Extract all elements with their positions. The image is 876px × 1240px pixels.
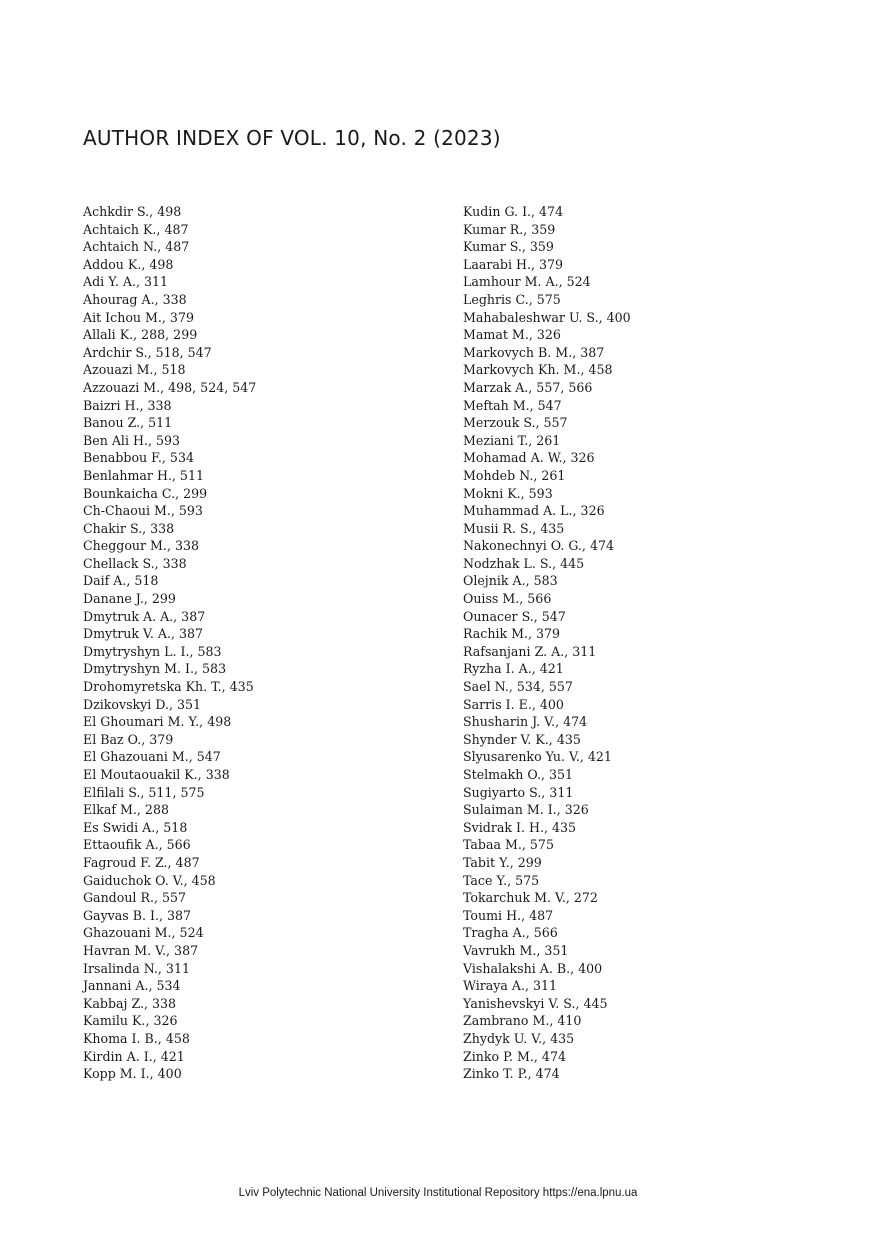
author-index-entry: Markovych B. M., 387 <box>463 344 605 360</box>
author-index-entry: Vavrukh M., 351 <box>463 942 569 958</box>
author-index-entry: Nodzhak L. S., 445 <box>463 555 585 571</box>
author-index-entry: Mahabaleshwar U. S., 400 <box>463 309 631 325</box>
author-index-entry: Tabaa M., 575 <box>463 837 554 853</box>
author-index-entry: Vishalakshi A. B., 400 <box>463 960 603 976</box>
author-index-entry: Meziani T., 261 <box>463 432 561 448</box>
author-index-entry: Ben Ali H., 593 <box>83 432 181 448</box>
author-index-entry: El Moutaouakil K., 338 <box>83 767 230 782</box>
author-index-entry: Olejnik A., 583 <box>463 573 558 589</box>
author-index-right-column <box>463 203 631 1083</box>
author-index-entry: Tragha A., 566 <box>463 925 558 941</box>
author-index-entry: Chellack S., 338 <box>83 555 187 571</box>
author-index-entry: Danane J., 299 <box>83 591 176 607</box>
author-index-entry: Toumi H., 487 <box>463 907 554 923</box>
author-index-entry: Kopp M. I., 400 <box>83 1066 182 1082</box>
author-index-entry: Irsalinda N., 311 <box>83 960 190 976</box>
author-index-entry: Fagroud F. Z., 487 <box>83 854 200 870</box>
author-index-entry: Lamhour M. A., 524 <box>463 274 591 290</box>
author-index-entry: Khoma I. B., 458 <box>83 1030 190 1046</box>
author-index-entry: Kumar R., 359 <box>463 221 556 237</box>
author-index-entry: Ghazouani M., 524 <box>83 925 204 941</box>
author-index-entry: El Ghazouani M., 547 <box>83 749 221 765</box>
author-index-entry: Meftah M., 547 <box>463 397 562 413</box>
author-index-entry: Havran M. V., 387 <box>83 942 199 958</box>
author-index-entry: Allali K., 288, 299 <box>83 327 198 343</box>
author-index-entry: Dmytruk V. A., 387 <box>83 626 204 642</box>
author-index-entry: Dzikovskyi D., 351 <box>83 696 202 712</box>
author-index-entry: Ardchir S., 518, 547 <box>83 344 212 360</box>
author-index-entry: Stelmakh O., 351 <box>463 767 573 782</box>
author-index-entry: Ounacer S., 547 <box>463 608 566 624</box>
author-index-entry: Es Swidi A., 518 <box>83 819 188 835</box>
author-index-entry: Musii R. S., 435 <box>463 520 565 536</box>
author-index-entry: Achtaich K., 487 <box>83 221 189 237</box>
author-index-entry: Shynder V. K., 435 <box>463 731 581 747</box>
author-index-entry: Baizri H., 338 <box>83 397 172 413</box>
author-index-entry: Sugiyarto S., 311 <box>463 784 574 800</box>
author-index-left-column <box>83 203 256 1083</box>
author-index-entry: Kirdin A. I., 421 <box>83 1048 185 1064</box>
author-index-entry: Mokni K., 593 <box>463 485 553 501</box>
author-index-entry: Ettaoufik A., 566 <box>83 837 191 853</box>
author-index-entry: Adi Y. A., 311 <box>83 274 169 290</box>
author-index-entry: Zambrano M., 410 <box>463 1013 582 1029</box>
author-index-entry: Jannani A., 534 <box>83 978 181 994</box>
author-index-entry: Rachik M., 379 <box>463 626 561 642</box>
author-index-entry: Ryzha I. A., 421 <box>463 661 564 677</box>
author-index-entry: Rafsanjani Z. A., 311 <box>463 643 597 659</box>
author-index-entry: Addou K., 498 <box>83 256 174 272</box>
author-index-entry: Zhydyk U. V., 435 <box>463 1030 575 1046</box>
author-index-entry: Benlahmar H., 511 <box>83 467 204 483</box>
author-index-entry: Ouiss M., 566 <box>463 591 552 607</box>
author-index-entry: Bounkaicha C., 299 <box>83 485 208 501</box>
author-index-entry: Dmytryshyn L. I., 583 <box>83 643 222 659</box>
author-index-entry: Ahourag A., 338 <box>83 291 187 307</box>
author-index-entry: Kabbaj Z., 338 <box>83 995 177 1011</box>
author-index-entry: Nakonechnyi O. G., 474 <box>463 538 614 554</box>
author-index-entry: Elkaf M., 288 <box>83 802 169 818</box>
author-index-entry: Sarris I. E., 400 <box>463 696 564 712</box>
author-index-entry: Leghris C., 575 <box>463 291 561 307</box>
author-index-entry: Azouazi M., 518 <box>83 362 186 378</box>
author-index-entry: Tace Y., 575 <box>463 872 540 888</box>
author-index-entry: Kudin G. I., 474 <box>463 204 564 219</box>
author-index-entry: Laarabi H., 379 <box>463 256 564 272</box>
author-index-entry: Marzak A., 557, 566 <box>463 379 593 395</box>
author-index-entry: Sulaiman M. I., 326 <box>463 802 589 818</box>
author-index-entry: Ait Ichou M., 379 <box>83 309 194 325</box>
author-index-entry: Gandoul R., 557 <box>83 890 186 906</box>
page-title: AUTHOR INDEX OF VOL. 10, No. 2 (2023) <box>83 126 501 150</box>
author-index-entry: Sael N., 534, 557 <box>463 679 573 695</box>
author-index-entry: Azzouazi M., 498, 524, 547 <box>83 379 257 395</box>
author-index-entry: Slyusarenko Yu. V., 421 <box>463 749 612 765</box>
author-index-entry: Merzouk S., 557 <box>463 415 568 431</box>
author-index-entry: Kamilu K., 326 <box>83 1013 178 1029</box>
repository-footer: Lviv Polytechnic National University Institutional Repository https://ena.lpnu.ua <box>238 1187 638 1199</box>
author-index-entry: Ch-Chaoui M., 593 <box>83 503 203 519</box>
author-index-entry: Gayvas B. I., 387 <box>83 907 192 923</box>
author-index-entry: Mohdeb N., 261 <box>463 467 566 483</box>
author-index-entry: Wiraya A., 311 <box>463 978 558 994</box>
author-index-entry: Muhammad A. L., 326 <box>463 503 605 519</box>
author-index-entry: Svidrak I. H., 435 <box>463 819 577 835</box>
author-index-entry: Daif A., 518 <box>83 573 159 589</box>
author-index-entry: Tokarchuk M. V., 272 <box>463 890 598 906</box>
author-index-entry: Cheggour M., 338 <box>83 538 199 554</box>
author-index-entry: Mohamad A. W., 326 <box>463 450 595 466</box>
author-index-entry: Tabit Y., 299 <box>463 854 542 870</box>
author-index-entry: Mamat M., 326 <box>463 327 561 343</box>
author-index-entry: Zinko T. P., 474 <box>463 1066 560 1082</box>
author-index-entry: Chakir S., 338 <box>83 520 175 536</box>
author-index-entry: El Baz O., 379 <box>83 731 174 747</box>
author-index-entry: Achtaich N., 487 <box>83 239 190 255</box>
author-index-entry: Kumar S., 359 <box>463 239 554 255</box>
author-index-entry: Banou Z., 511 <box>83 415 173 431</box>
author-index-entry: Zinko P. M., 474 <box>463 1048 566 1064</box>
author-index-entry: Gaiduchok O. V., 458 <box>83 872 216 888</box>
author-index-entry: Markovych Kh. M., 458 <box>463 362 613 378</box>
author-index-entry: Shusharin J. V., 474 <box>463 714 588 730</box>
author-index-entry: Drohomyretska Kh. T., 435 <box>83 679 254 695</box>
author-index-entry: Benabbou F., 534 <box>83 450 194 466</box>
author-index-entry: Dmytruk A. A., 387 <box>83 608 206 624</box>
author-index-entry: Elfilali S., 511, 575 <box>83 784 205 800</box>
author-index-entry: Yanishevskyi V. S., 445 <box>463 995 608 1011</box>
author-index-entry: El Ghoumari M. Y., 498 <box>83 714 232 730</box>
author-index-entry: Dmytryshyn M. I., 583 <box>83 661 227 677</box>
author-index-entry: Achkdir S., 498 <box>83 204 182 219</box>
